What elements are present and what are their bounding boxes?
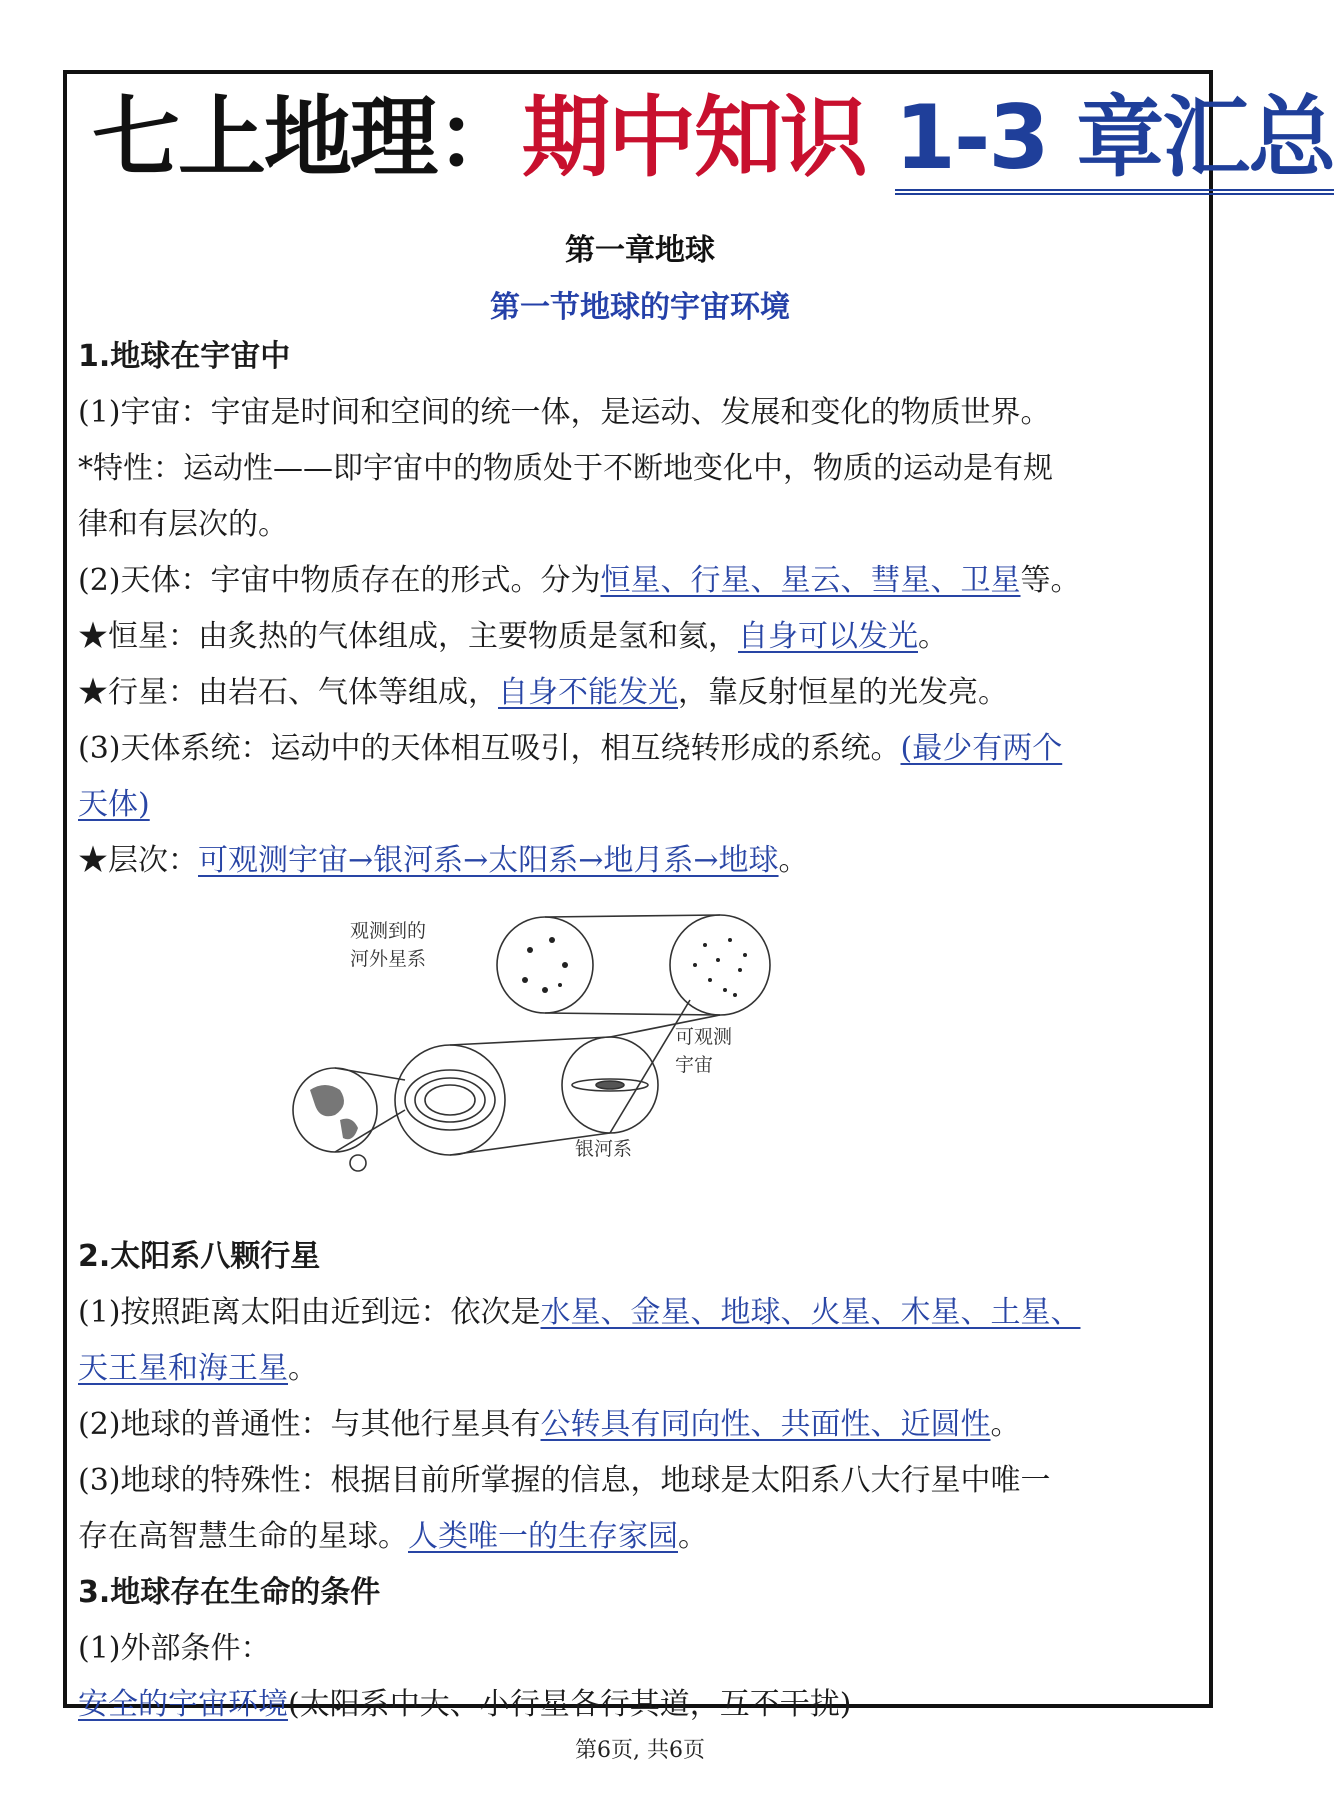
figure-label: 河外星系: [350, 949, 427, 970]
text-line: (1)外部条件：: [78, 1631, 271, 1666]
text-run: ★层次：: [78, 843, 198, 878]
solar-system-circle: [395, 1045, 505, 1155]
key-answer: 安全的宇宙环境: [78, 1687, 288, 1722]
key-answer: 自身可以发光: [738, 619, 918, 654]
text-line: (1)宇宙：宇宙是时间和空间的统一体，是运动、发展和变化的物质世界。: [78, 395, 1051, 430]
text-run: (太阳系中大、小行星各行其道，互不干扰): [288, 1687, 852, 1722]
section-heading: 第一节地球的宇宙环境: [490, 290, 790, 325]
figure-label: 观测到的: [350, 921, 427, 942]
heading-3: 3.地球存在生命的条件: [78, 1575, 381, 1610]
key-answer: 人类唯一的生存家园: [408, 1519, 678, 1554]
text-line: *特性：运动性——即宇宙中的物质处于不断地变化中，物质的运动是有规: [78, 451, 1053, 486]
moon-circle: [350, 1155, 366, 1171]
key-answer: 可观测宇宙→银河系→太阳系→地月系→地球: [198, 843, 779, 878]
text-line: [78, 729, 1208, 769]
figure-label: 银河系: [575, 1139, 633, 1160]
page-footer: 第6页, 共6页: [575, 1738, 705, 1763]
text-run: 。: [288, 1351, 318, 1386]
text-line: [78, 1349, 1208, 1389]
text-line: [78, 1293, 1208, 1333]
text-line: [78, 785, 1208, 825]
observable-universe-circle: [670, 915, 770, 1015]
text-run: (3)天体系统：运动中的天体相互吸引，相互绕转形成的系统。: [78, 731, 901, 766]
text-run: 。: [778, 843, 809, 878]
text-line: [78, 561, 1208, 601]
figure-label: 可观测: [675, 1027, 733, 1048]
text-run: ，靠反射恒星的光发亮。: [678, 675, 1008, 710]
text-line: 律和有层次的。: [78, 507, 288, 542]
text-line: [78, 1517, 1208, 1557]
universe-hierarchy-figure: [290, 895, 790, 1215]
key-answer: 天体): [78, 787, 150, 822]
text-line: (3)地球的特殊性：根据目前所掌握的信息，地球是太阳系八大行星中唯一: [78, 1463, 1051, 1498]
text-run: (2)地球的普通性：与其他行星具有: [78, 1407, 541, 1442]
text-line: [78, 673, 1208, 713]
text-run: (2)天体：宇宙中物质存在的形式。分为: [78, 563, 601, 598]
text-run: ★行星：由岩石、气体等组成，: [78, 675, 498, 710]
title-part-2: 期中知识: [522, 86, 867, 189]
chapter-heading: 第一章地球: [565, 233, 715, 268]
title-part-1: 七上地理：: [92, 86, 523, 189]
text-run: ★恒星：由炙热的气体组成，主要物质是氢和氦，: [78, 619, 738, 654]
text-run: 。: [990, 1407, 1021, 1442]
key-answer: (最少有两个: [900, 731, 1063, 766]
text-run: (1)按照距离太阳由近到远：依次是: [78, 1295, 541, 1330]
key-answer: 公转具有同向性、共面性、近圆性: [540, 1407, 991, 1442]
title-part-3: 1-3 章汇总: [895, 86, 1334, 195]
key-answer: 自身不能发光: [498, 675, 678, 710]
heading-2: 2.太阳系八颗行星: [78, 1239, 321, 1274]
text-line: [78, 1685, 1208, 1725]
text-line: [78, 1405, 1208, 1445]
galaxies-circle: [497, 917, 593, 1013]
text-run: 等。: [1020, 563, 1081, 598]
text-run: 。: [678, 1519, 708, 1554]
text-run: 。: [918, 619, 948, 654]
key-answer: 恒星、行星、星云、彗星、卫星: [600, 563, 1021, 598]
text-line: [78, 841, 1208, 881]
key-answer: 水星、金星、地球、火星、木星、土星、: [540, 1295, 1081, 1330]
text-run: 存在高智慧生命的星球。: [78, 1519, 408, 1554]
key-answer: 天王星和海王星: [78, 1351, 288, 1386]
text-line: [78, 617, 1208, 657]
figure-label: 宇宙: [675, 1055, 714, 1076]
page-title: [92, 82, 1334, 194]
heading-1: 1.地球在宇宙中: [78, 339, 291, 374]
